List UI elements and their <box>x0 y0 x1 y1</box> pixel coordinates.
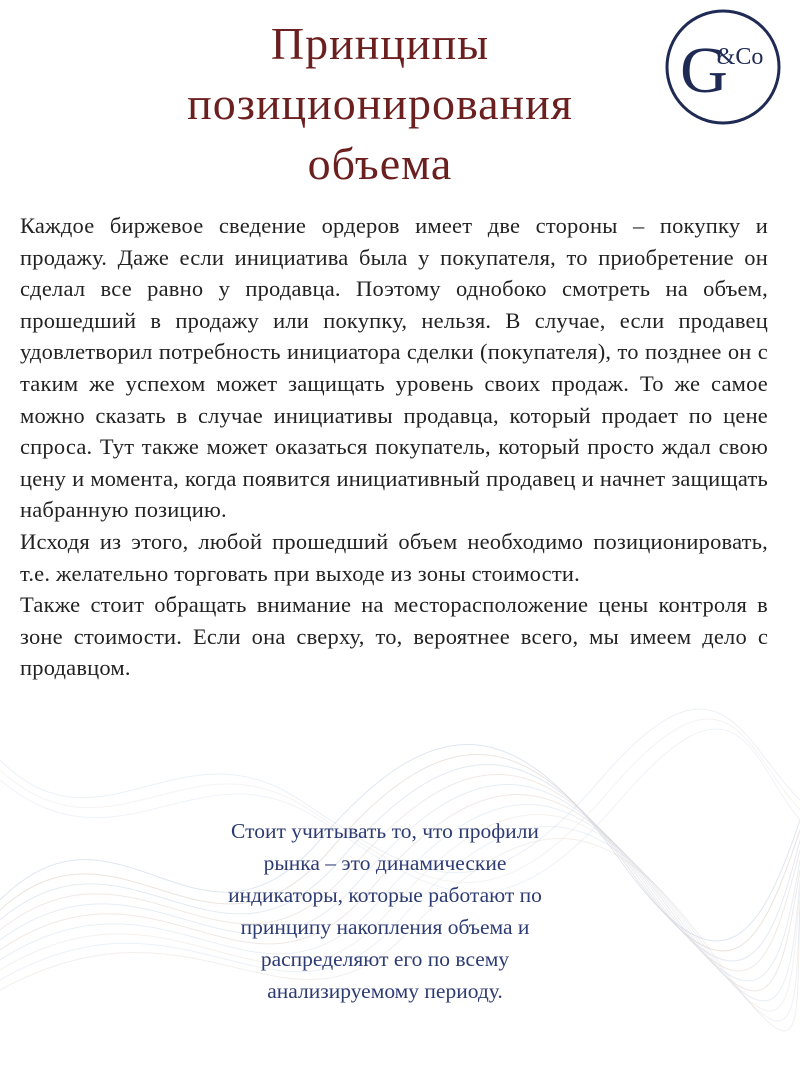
title-line-2: позиционирования <box>187 78 573 129</box>
paragraph-3: Также стоит обращать внимание на месторасположение цены контроля в зоне стоимости. Если она сверху, то, вероятнее всего, мы имеем дело с продавцом. <box>20 592 768 681</box>
title-line-3: объема <box>307 138 453 189</box>
closing-note <box>175 815 595 1007</box>
note-line-1: Стоит учитывать то, что профили <box>231 819 539 843</box>
article-body <box>20 210 768 684</box>
company-logo <box>664 8 782 126</box>
paragraph-1: Каждое биржевое сведение ордеров имеет две стороны – покупку и продажу. Даже если инициатива была у покупателя, то приобретение он сделал все равно у продавца. Поэтому однобоко смотреть на объем, прошедший в продажу или покупку, нельзя. В случае, если продавец удовлетворил потребность инициатора сделки (покупателя), то позднее он с таким же успехом может защищать уровень своих продаж. То же самое можно сказать в случае инициативы продавца, который продает по цене спроса. Тут также может оказаться покупатель, который просто ждал свою цену и момента, когда появится инициативный продавец и начнет защищать набранную позицию. <box>20 213 768 523</box>
logo-letter: G <box>680 34 728 107</box>
note-line-4: принципу накопления объема и <box>240 915 530 939</box>
note-line-5: распределяют его по всему <box>260 947 510 971</box>
note-line-6: анализируемому периоду. <box>267 979 503 1003</box>
page-title <box>120 14 640 194</box>
paragraph-2: Исходя из этого, любой прошедший объем необходимо позиционировать, т.е. желательно торговать при выходе из зоны стоимости. <box>20 528 768 586</box>
title-line-1: Принципы <box>270 18 490 69</box>
note-line-3: индикаторы, которые работают по <box>228 883 542 907</box>
note-line-2: рынка – это динамические <box>263 851 507 875</box>
logo-suffix: &Co <box>716 44 764 70</box>
